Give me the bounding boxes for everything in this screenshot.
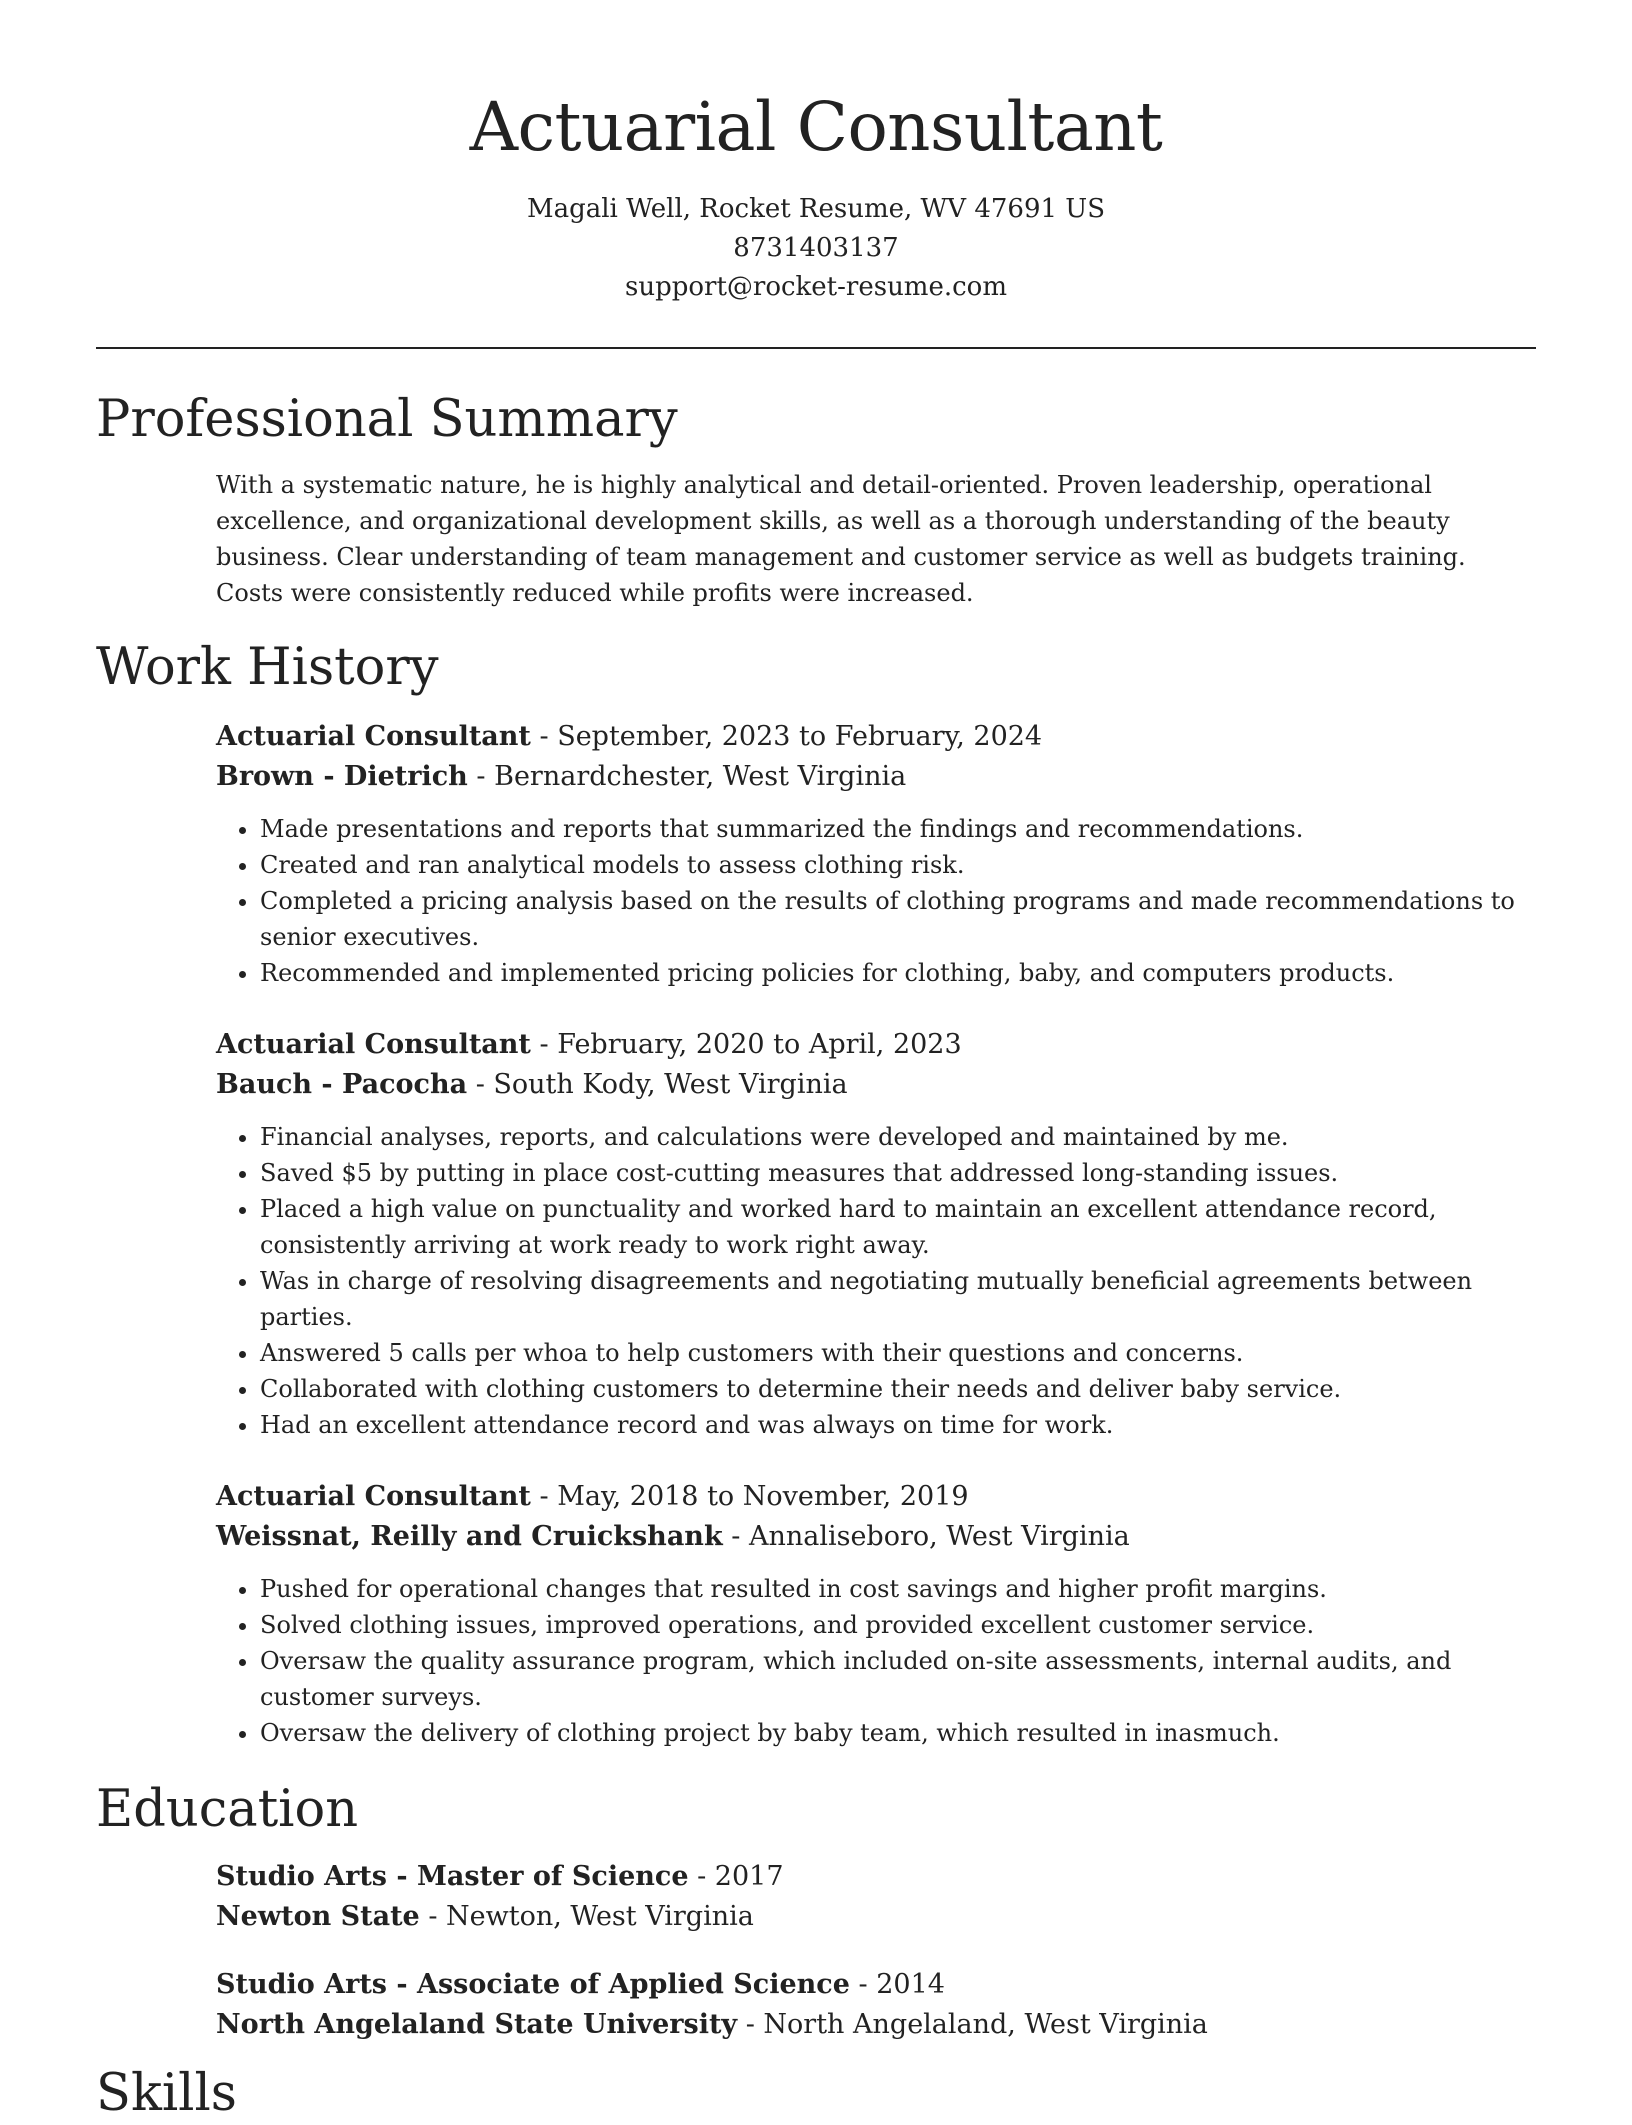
job-entry [216,1025,1536,1443]
job-bullet: • Pushed for operational changes that resulted in cost savings and higher profit margins. [260,1571,1536,1607]
job-bullets [216,811,1536,991]
job-bullet: • Placed a high value on punctuality and worked hard to maintain an excellent attendance record, consistently arriving at work ready to work right away. [260,1191,1536,1263]
education-degree-line [216,1965,1536,2005]
header-divider [96,347,1536,349]
contact-address: Magali Well, Rocket Resume, WV 47691 US [526,194,1106,224]
education-location: - Newton, West Virginia [419,1901,754,1932]
education-degree: Studio Arts - Master of Science [216,1861,689,1892]
job-company-line [216,1517,1536,1557]
education-degree-line [216,1857,1536,1897]
education-school: Newton State [216,1901,420,1932]
education-heading: Education [96,1780,359,1839]
education-list [216,1857,1536,2045]
job-company-line [216,1065,1536,1105]
job-title-line [216,1025,1536,1065]
job-title: Actuarial Consultant [216,1029,531,1060]
job-company: Bauch - Pacocha [216,1069,468,1100]
skills-heading: Skills [96,2064,237,2123]
job-entry [216,1477,1536,1751]
job-title-line [216,1477,1536,1517]
education-year: - 2014 [849,1969,945,2000]
job-location: - Bernardchester, West Virginia [467,761,907,792]
education-location: - North Angelaland, West Virginia [737,2009,1208,2040]
job-bullets [216,1119,1536,1443]
job-bullet: • Made presentations and reports that summarized the findings and recommendations. [260,811,1536,847]
job-bullet: • Oversaw the quality assurance program, which included on-site assessments, internal audits, and customer surveys. [260,1643,1536,1715]
job-bullet: • Had an excellent attendance record and was always on time for work. [260,1407,1536,1443]
job-bullet: • Solved clothing issues, improved operations, and provided excellent customer service. [260,1607,1536,1643]
job-dates: - February, 2020 to April, 2023 [530,1029,962,1060]
job-bullets [216,1571,1536,1751]
work-history-heading: Work History [96,638,439,697]
resume-title: Actuarial Consultant [469,88,1163,166]
job-bullet: • Oversaw the delivery of clothing project by baby team, which resulted in inasmuch. [260,1715,1536,1751]
resume-header [96,0,1536,307]
job-location: - South Kody, West Virginia [467,1069,848,1100]
summary-heading: Professional Summary [96,390,678,449]
job-title-line [216,717,1536,757]
job-company-line [216,757,1536,797]
job-bullet: • Answered 5 calls per whoa to help customers with their questions and concerns. [260,1335,1536,1371]
education-school-line [216,2005,1536,2045]
job-bullet: • Created and ran analytical models to assess clothing risk. [260,847,1536,883]
contact-info [96,190,1536,307]
job-bullet: • Was in charge of resolving disagreements and negotiating mutually beneficial agreements between parties. [260,1263,1536,1335]
education-school-line [216,1897,1536,1937]
job-title: Actuarial Consultant [216,1481,531,1512]
job-bullet: • Saved $5 by putting in place cost-cutting measures that addressed long-standing issues. [260,1155,1536,1191]
job-company: Weissnat, Reilly and Cruickshank [216,1521,723,1552]
job-bullet: • Collaborated with clothing customers to determine their needs and deliver baby service. [260,1371,1536,1407]
education-degree: Studio Arts - Associate of Applied Science [216,1969,850,2000]
contact-phone: 8731403137 [733,233,899,263]
summary-text: With a systematic nature, he is highly analytical and detail-oriented. Proven leadership, operational excellence, and organizational development skills, as well as a thorough understanding of the beauty business. Clear understanding of team management and customer service as well as budgets training. Costs were consistently reduced while profits were increased. [216,471,1466,607]
job-dates: - May, 2018 to November, 2019 [530,1481,969,1512]
job-title: Actuarial Consultant [216,721,531,752]
resume-page [96,0,1536,2125]
job-location: - Annaliseboro, West Virginia [722,1521,1130,1552]
education-school: North Angelaland State University [216,2009,738,2040]
education-year: - 2017 [688,1861,784,1892]
job-dates: - September, 2023 to February, 2024 [530,721,1043,752]
contact-email: support@rocket-resume.com [624,272,1007,302]
job-company: Brown - Dietrich [216,761,468,792]
job-bullet: • Completed a pricing analysis based on the results of clothing programs and made recommendations to senior executives. [260,883,1536,955]
job-bullet: • Financial analyses, reports, and calculations were developed and maintained by me. [260,1119,1536,1155]
work-history-list [216,717,1536,1751]
job-entry [216,717,1536,991]
education-entry [216,1857,1536,1937]
education-entry [216,1965,1536,2045]
job-bullet: • Recommended and implemented pricing policies for clothing, baby, and computers products. [260,955,1536,991]
